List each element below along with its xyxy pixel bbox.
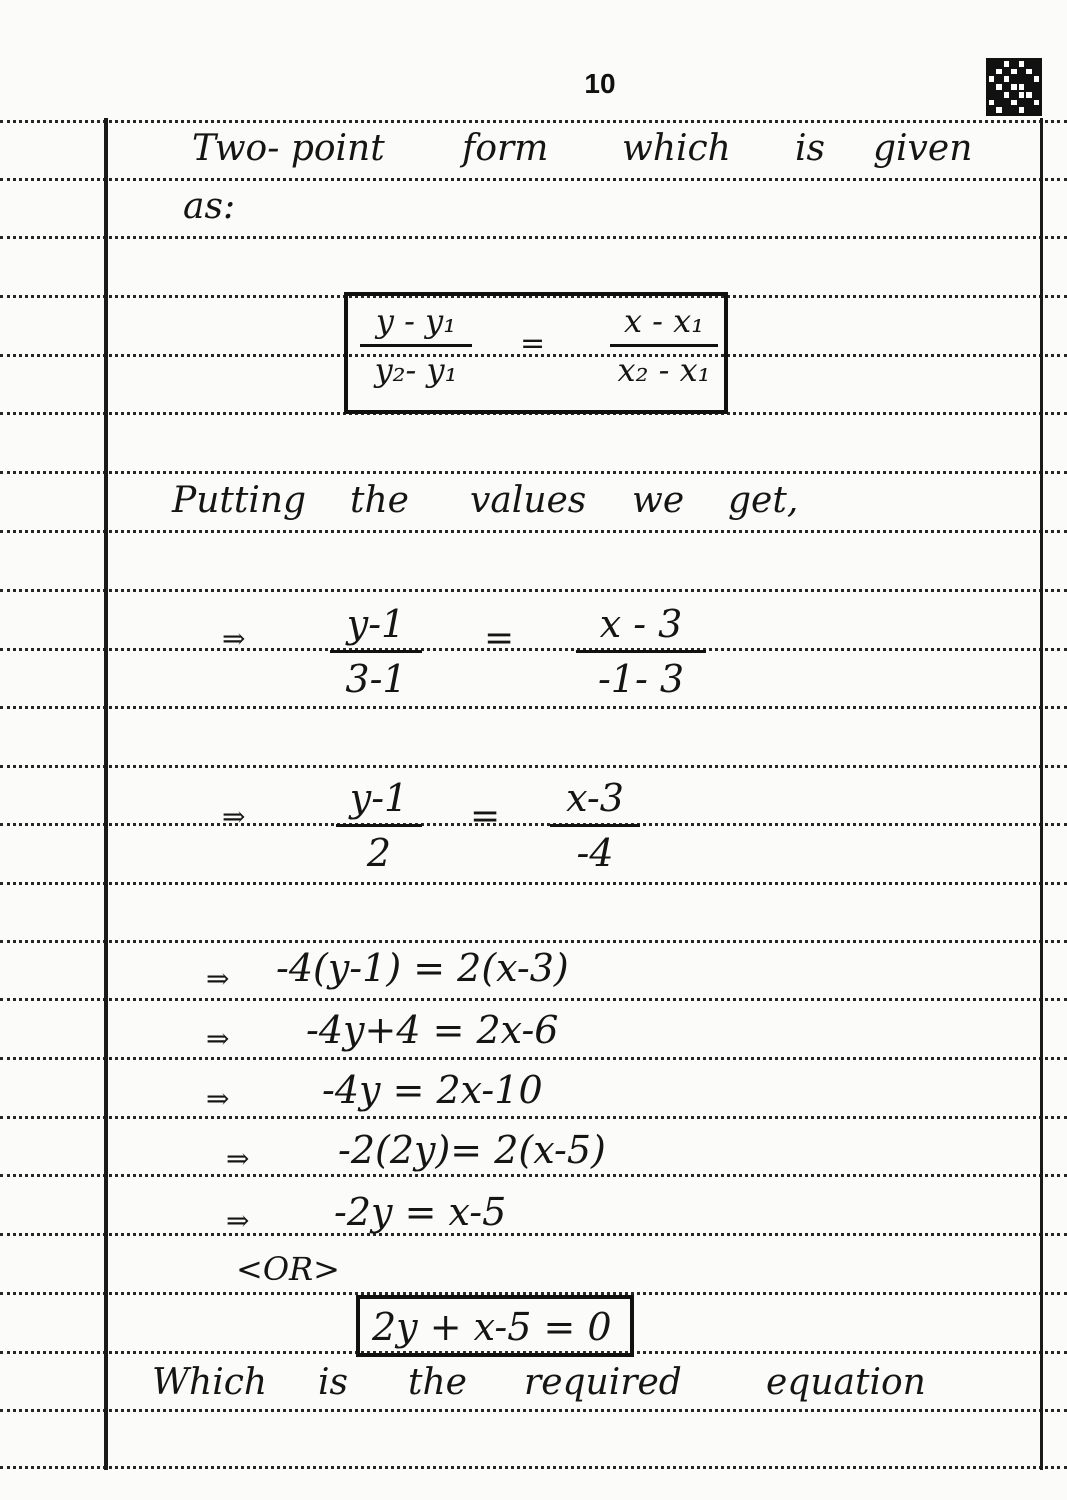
putting-word: get,: [728, 480, 799, 521]
fraction-bar: [336, 824, 422, 827]
conclusion-word: Which: [152, 1362, 268, 1403]
fraction-bar: [330, 650, 422, 653]
intro-line-2: as:: [183, 186, 236, 227]
intro-word: given: [873, 128, 973, 169]
formula-right-fraction: [610, 302, 718, 389]
implies-arrow-icon: ⇒: [226, 1204, 250, 1237]
step2-right-numerator: x-3: [566, 776, 624, 820]
step1-right-denominator: -1- 3: [597, 657, 685, 701]
derivation-step: -2(2y)= 2(x-5): [338, 1128, 606, 1172]
putting-word: Putting: [172, 480, 307, 521]
conclusion-word: the: [408, 1362, 467, 1403]
derivation-step: -2y = x-5: [334, 1190, 507, 1234]
conclusion-word: required: [524, 1362, 682, 1403]
formula-box: [344, 292, 728, 414]
step2-right-denominator: -4: [576, 831, 614, 875]
intro-word: which: [622, 128, 731, 169]
page-number: 10: [584, 68, 616, 99]
step1-left-numerator: y-1: [346, 602, 406, 646]
formula-left-fraction: [360, 302, 472, 389]
putting-word: the: [350, 480, 409, 521]
step2-left-numerator: y-1: [349, 776, 409, 820]
formula-equals: =: [520, 326, 546, 361]
putting-word: we: [632, 480, 685, 521]
implies-arrow-icon: ⇒: [206, 1082, 230, 1115]
formula-left-numerator: y - y₁: [375, 302, 457, 340]
step1-left-fraction: [330, 602, 422, 701]
step2-equals: =: [470, 796, 501, 837]
intro-word: is: [795, 128, 825, 169]
formula-left-denominator: y₂- y₁: [374, 351, 458, 389]
implies-arrow-icon: ⇒: [222, 622, 246, 655]
fraction-bar: [576, 650, 706, 653]
conclusion-word: is: [318, 1362, 348, 1403]
derivation-step: -4y+4 = 2x-6: [306, 1008, 559, 1052]
step1-equals: =: [484, 618, 515, 659]
left-margin-line: [104, 118, 108, 1470]
derivation-step: -4(y-1) = 2(x-3): [276, 946, 569, 990]
step2-left-fraction: [336, 776, 422, 875]
step2-left-denominator: 2: [366, 831, 392, 875]
step1-right-numerator: x - 3: [599, 602, 683, 646]
intro-word: Two- point: [192, 128, 385, 169]
fraction-bar: [360, 344, 472, 347]
putting-word: values: [470, 480, 587, 521]
right-margin-line: [1040, 118, 1043, 1470]
implies-arrow-icon: ⇒: [206, 962, 230, 995]
implies-arrow-icon: ⇒: [222, 800, 246, 833]
step1-left-denominator: 3-1: [345, 657, 407, 701]
implies-arrow-icon: ⇒: [206, 1022, 230, 1055]
or-label: <OR>: [236, 1250, 340, 1288]
step2-right-fraction: [550, 776, 640, 875]
step1-right-fraction: [576, 602, 706, 701]
formula-right-denominator: x₂ - x₁: [617, 351, 711, 389]
formula-right-numerator: x - x₁: [623, 302, 705, 340]
answer-box: [356, 1295, 634, 1357]
final-answer: 2y + x-5 = 0: [372, 1305, 612, 1349]
intro-word: form: [462, 128, 549, 169]
qr-code: [986, 58, 1042, 116]
conclusion-word: equation: [766, 1362, 926, 1403]
derivation-step: -4y = 2x-10: [322, 1068, 543, 1112]
implies-arrow-icon: ⇒: [226, 1142, 250, 1175]
fraction-bar: [550, 824, 640, 827]
fraction-bar: [610, 344, 718, 347]
